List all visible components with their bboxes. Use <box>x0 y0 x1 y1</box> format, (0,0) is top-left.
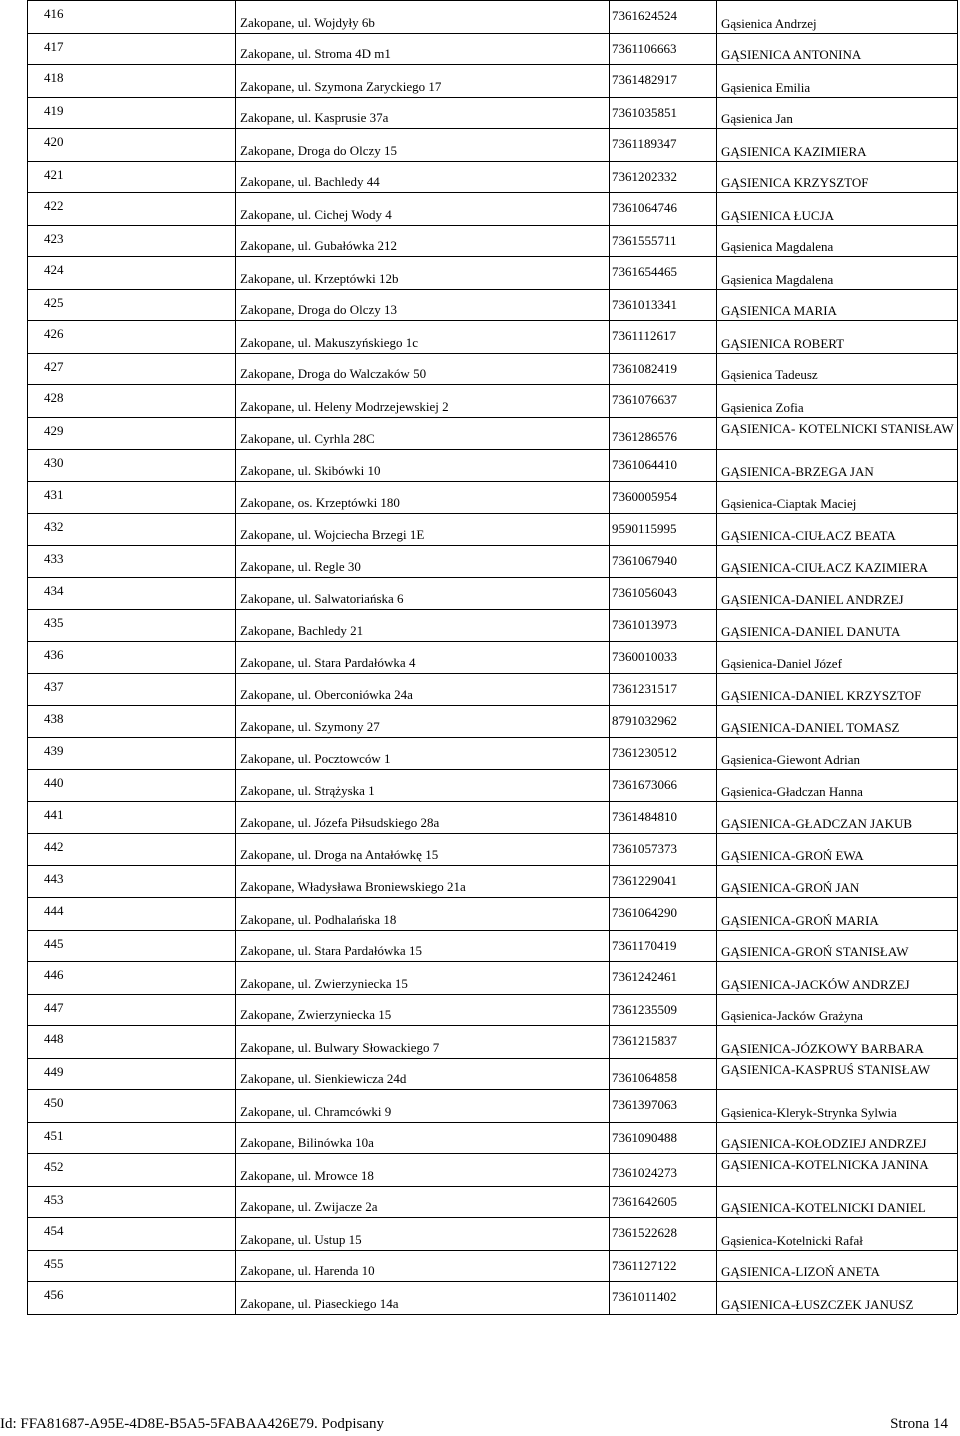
phone-cell: 7361189347 <box>612 136 677 151</box>
row-number: 446 <box>44 967 64 982</box>
table-row <box>0 289 960 320</box>
row-divider <box>27 1186 957 1187</box>
table-row <box>0 97 960 128</box>
page-number: Strona 14 <box>890 1416 948 1432</box>
address-cell: Zakopane, ul. Skibówki 10 <box>240 463 381 478</box>
phone-cell: 7361082419 <box>612 361 677 376</box>
address-cell: Zakopane, ul. Józefa Piłsudskiego 28a <box>240 815 440 830</box>
row-number: 432 <box>44 519 64 534</box>
row-divider <box>27 1122 957 1123</box>
phone-cell: 7361673066 <box>612 777 677 792</box>
name-cell: GĄSIENICA ROBERT <box>721 336 845 351</box>
address-cell: Zakopane, Władysława Broniewskiego 21a <box>240 879 466 894</box>
address-cell: Zakopane, ul. Cichej Wody 4 <box>240 207 392 222</box>
row-divider <box>27 1153 957 1154</box>
address-cell: Zakopane, ul. Ustup 15 <box>240 1232 362 1247</box>
address-cell: Zakopane, Bilinówka 10a <box>240 1135 374 1150</box>
name-cell: GĄSIENICA MARIA <box>721 303 837 318</box>
phone-cell: 7361397063 <box>612 1097 677 1112</box>
row-divider <box>27 769 957 770</box>
row-divider <box>27 577 957 578</box>
phone-cell: 7360010033 <box>612 649 677 664</box>
table-row <box>0 1025 960 1058</box>
table-row <box>0 128 960 161</box>
row-divider <box>27 1058 957 1059</box>
phone-cell: 7361170419 <box>612 938 677 953</box>
table-row <box>0 994 960 1025</box>
name-cell: GĄSIENICA-ŁUSZCZEK JANUSZ <box>721 1297 914 1312</box>
address-cell: Zakopane, ul. Stara Pardałówka 4 <box>240 655 416 670</box>
table-row <box>0 865 960 897</box>
address-cell: Zakopane, ul. Pocztowców 1 <box>240 751 391 766</box>
row-number: 431 <box>44 487 64 502</box>
row-number: 456 <box>44 1287 64 1302</box>
name-cell: GĄSIENICA KRZYSZTOF <box>721 175 869 190</box>
row-divider <box>27 128 957 129</box>
row-number: 416 <box>44 6 64 21</box>
name-cell: Gąsienica Tadeusz <box>721 367 818 382</box>
row-number: 440 <box>44 775 64 790</box>
name-cell: Gąsienica-Kleryk-Strynka Sylwia <box>721 1105 897 1120</box>
address-cell: Zakopane, Droga do Olczy 15 <box>240 143 398 158</box>
table-row <box>0 545 960 577</box>
address-cell: Zakopane, ul. Heleny Modrzejewskiej 2 <box>240 399 449 414</box>
phone-cell: 7361056043 <box>612 585 677 600</box>
row-number: 434 <box>44 583 64 598</box>
row-divider <box>27 994 957 995</box>
row-divider <box>27 225 957 226</box>
row-number: 443 <box>44 871 64 886</box>
table-row <box>0 192 960 225</box>
table-row <box>0 961 960 994</box>
row-divider <box>27 833 957 834</box>
address-cell: Zakopane, ul. Szymony 27 <box>240 719 380 734</box>
row-number: 418 <box>44 70 64 85</box>
row-number: 424 <box>44 262 64 277</box>
column-divider <box>235 0 236 1314</box>
row-divider <box>27 449 957 450</box>
phone-cell: 7361235509 <box>612 1002 677 1017</box>
row-number: 455 <box>44 1256 64 1271</box>
table-row <box>0 64 960 97</box>
phone-cell: 7361202332 <box>612 169 677 184</box>
name-cell: Gąsienica-Jacków Grażyna <box>721 1008 863 1023</box>
row-divider <box>27 1089 957 1090</box>
row-divider <box>27 641 957 642</box>
address-cell: Zakopane, ul. Stara Pardałówka 15 <box>240 943 422 958</box>
table-row <box>0 320 960 353</box>
row-number: 447 <box>44 1000 64 1015</box>
phone-cell: 7360005954 <box>612 489 677 504</box>
address-cell: Zakopane, ul. Piaseckiego 14a <box>240 1296 399 1311</box>
name-cell: GĄSIENICA-DANIEL TOMASZ <box>721 720 900 735</box>
column-divider <box>27 0 28 1314</box>
phone-cell: 7361064290 <box>612 905 677 920</box>
table-row <box>0 1122 960 1153</box>
address-cell: Zakopane, ul. Harenda 10 <box>240 1263 375 1278</box>
table-row <box>0 769 960 801</box>
table-row <box>0 161 960 192</box>
table-row <box>0 225 960 256</box>
address-cell: Zakopane, Droga do Walczaków 50 <box>240 366 427 381</box>
name-cell: GĄSIENICA-KOŁODZIEJ ANDRZEJ <box>721 1136 927 1151</box>
phone-cell: 7361112617 <box>612 328 677 343</box>
row-number: 453 <box>44 1192 64 1207</box>
address-cell: Zakopane, ul. Cyrhla 28C <box>240 431 375 446</box>
name-cell: GĄSIENICA-JACKÓW ANDRZEJ <box>721 977 910 992</box>
phone-cell: 8791032962 <box>612 713 677 728</box>
row-number: 438 <box>44 711 64 726</box>
name-cell: Gąsienica-Ciaptak Maciej <box>721 496 857 511</box>
phone-cell: 7361076637 <box>612 392 677 407</box>
table-row <box>0 513 960 545</box>
table-row <box>0 641 960 673</box>
address-cell: Zakopane, ul. Droga na Antałówkę 15 <box>240 847 439 862</box>
address-cell: Zakopane, ul. Gubałówka 212 <box>240 238 398 253</box>
phone-cell: 7361013341 <box>612 297 677 312</box>
row-number: 441 <box>44 807 64 822</box>
row-divider <box>27 1025 957 1026</box>
name-cell: Gąsienica Magdalena <box>721 239 834 254</box>
row-divider <box>27 384 957 385</box>
row-number: 445 <box>44 936 64 951</box>
name-cell: GĄSIENICA-LIZOŃ ANETA <box>721 1264 880 1279</box>
row-number: 444 <box>44 903 64 918</box>
address-cell: Zakopane, Bachledy 21 <box>240 623 364 638</box>
name-cell: Gąsienica Jan <box>721 111 793 126</box>
phone-cell: 7361624524 <box>612 8 677 23</box>
phone-cell: 7361482917 <box>612 72 677 87</box>
row-number: 421 <box>44 167 64 182</box>
column-divider <box>716 0 717 1314</box>
name-cell: GĄSIENICA-DANIEL DANUTA <box>721 624 901 639</box>
row-divider <box>27 545 957 546</box>
table-row <box>0 353 960 384</box>
table-row <box>0 1153 960 1186</box>
name-cell: Gąsienica-Kotelnicki Rafał <box>721 1233 863 1248</box>
document-id-footer: Id: FFA81687-A95E-4D8E-B5A5-5FABAA426E79. Podpisany <box>0 1416 385 1432</box>
address-cell: Zakopane, ul. Salwatoriańska 6 <box>240 591 404 606</box>
address-cell: Zakopane, ul. Podhalańska 18 <box>240 912 397 927</box>
row-number: 449 <box>44 1064 64 1079</box>
column-divider <box>957 0 958 1314</box>
address-cell: Zakopane, ul. Zwijacze 2a <box>240 1199 378 1214</box>
phone-cell: 7361231517 <box>612 681 677 696</box>
row-divider <box>27 0 957 1</box>
phone-cell: 7361127122 <box>612 1258 677 1273</box>
row-number: 442 <box>44 839 64 854</box>
table-row <box>0 256 960 289</box>
row-divider <box>27 192 957 193</box>
phone-cell: 7361090488 <box>612 1130 677 1145</box>
name-cell: GĄSIENICA-DANIEL ANDRZEJ <box>721 592 904 607</box>
row-number: 435 <box>44 615 64 630</box>
name-cell: GĄSIENICA-KOTELNICKI DANIEL <box>721 1200 926 1215</box>
name-cell: Gąsienica Magdalena <box>721 272 834 287</box>
phone-cell: 7361064858 <box>612 1070 677 1085</box>
name-cell: GĄSIENICA-KASPRUŚ STANISŁAW <box>721 1062 931 1077</box>
table-row <box>0 1250 960 1281</box>
table-row <box>0 801 960 833</box>
name-cell: GĄSIENICA-GROŃ STANISŁAW <box>721 944 909 959</box>
row-number: 422 <box>44 198 64 213</box>
phone-cell: 7361064746 <box>612 200 677 215</box>
name-cell: GĄSIENICA-BRZEGA JAN <box>721 464 874 479</box>
address-cell: Zakopane, ul. Mrowce 18 <box>240 1168 374 1183</box>
phone-cell: 7361106663 <box>612 41 677 56</box>
row-number: 448 <box>44 1031 64 1046</box>
row-divider <box>27 673 957 674</box>
row-divider <box>27 609 957 610</box>
row-divider <box>27 961 957 962</box>
table-row <box>0 705 960 737</box>
row-number: 420 <box>44 134 64 149</box>
row-divider <box>27 801 957 802</box>
phone-cell: 9590115995 <box>612 521 677 536</box>
table-row <box>0 0 960 33</box>
row-number: 433 <box>44 551 64 566</box>
phone-cell: 7361484810 <box>612 809 677 824</box>
table-row <box>0 930 960 961</box>
row-divider <box>27 1217 957 1218</box>
row-divider <box>27 161 957 162</box>
phone-cell: 7361555711 <box>612 233 677 248</box>
phone-cell: 7361011402 <box>612 1289 677 1304</box>
row-number: 429 <box>44 423 64 438</box>
phone-cell: 7361229041 <box>612 873 677 888</box>
phone-cell: 7361230512 <box>612 745 677 760</box>
row-divider <box>27 705 957 706</box>
address-cell: Zakopane, ul. Bulwary Słowackiego 7 <box>240 1040 440 1055</box>
table-row <box>0 417 960 449</box>
address-cell: Zakopane, Droga do Olczy 13 <box>240 302 398 317</box>
phone-cell: 7361215837 <box>612 1033 677 1048</box>
row-divider <box>27 737 957 738</box>
table-row <box>0 1217 960 1250</box>
phone-cell: 7361522628 <box>612 1225 677 1240</box>
row-number: 426 <box>44 326 64 341</box>
address-cell: Zakopane, ul. Stroma 4D m1 <box>240 46 391 61</box>
name-cell: GĄSIENICA ANTONINA <box>721 47 862 62</box>
table-row <box>0 673 960 705</box>
row-divider <box>27 33 957 34</box>
name-cell: Gąsienica Zofia <box>721 400 804 415</box>
name-cell: GĄSIENICA-GROŃ MARIA <box>721 913 879 928</box>
row-divider <box>27 897 957 898</box>
table-row <box>0 1058 960 1089</box>
address-cell: Zakopane, ul. Makuszyńskiego 1c <box>240 335 418 350</box>
row-number: 452 <box>44 1159 64 1174</box>
row-divider <box>27 513 957 514</box>
phone-cell: 7361064410 <box>612 457 677 472</box>
row-divider <box>27 353 957 354</box>
row-number: 423 <box>44 231 64 246</box>
name-cell: GĄSIENICA-KOTELNICKA JANINA <box>721 1157 929 1172</box>
address-cell: Zakopane, ul. Krzeptówki 12b <box>240 271 399 286</box>
address-cell: Zakopane, ul. Kasprusie 37a <box>240 110 389 125</box>
address-cell: Zakopane, Zwierzyniecka 15 <box>240 1007 392 1022</box>
table-row <box>0 384 960 417</box>
name-cell: GĄSIENICA-GROŃ EWA <box>721 848 864 863</box>
row-number: 428 <box>44 390 64 405</box>
table-row <box>0 1186 960 1217</box>
row-divider <box>27 1250 957 1251</box>
row-number: 436 <box>44 647 64 662</box>
row-number: 430 <box>44 455 64 470</box>
table-row <box>0 481 960 513</box>
phone-cell: 7361286576 <box>612 429 677 444</box>
address-cell: Zakopane, ul. Wojdyły 6b <box>240 15 375 30</box>
row-divider <box>27 289 957 290</box>
address-cell: Zakopane, ul. Zwierzyniecka 15 <box>240 976 408 991</box>
row-divider <box>27 320 957 321</box>
name-cell: GĄSIENICA-GROŃ JAN <box>721 880 860 895</box>
row-number: 439 <box>44 743 64 758</box>
row-number: 417 <box>44 39 64 54</box>
column-divider <box>609 0 610 1314</box>
row-divider <box>27 865 957 866</box>
name-cell: Gąsienica-Giewont Adrian <box>721 752 860 767</box>
row-divider <box>27 64 957 65</box>
address-cell: Zakopane, ul. Wojciecha Brzegi 1E <box>240 527 425 542</box>
phone-cell: 7361654465 <box>612 264 677 279</box>
phone-cell: 7361642605 <box>612 1194 677 1209</box>
name-cell: GĄSIENICA KAZIMIERA <box>721 144 867 159</box>
table-row <box>0 897 960 930</box>
address-cell: Zakopane, ul. Sienkiewicza 24d <box>240 1071 407 1086</box>
phone-cell: 7361013973 <box>612 617 677 632</box>
name-cell: Gąsienica-Gładczan Hanna <box>721 784 863 799</box>
row-divider <box>27 256 957 257</box>
table-row <box>0 1089 960 1122</box>
name-cell: GĄSIENICA ŁUCJA <box>721 208 835 223</box>
row-number: 454 <box>44 1223 64 1238</box>
address-cell: Zakopane, ul. Chramcówki 9 <box>240 1104 392 1119</box>
table-row <box>0 737 960 769</box>
row-number: 425 <box>44 295 64 310</box>
row-number: 427 <box>44 359 64 374</box>
name-cell: GĄSIENICA-DANIEL KRZYSZTOF <box>721 688 922 703</box>
row-number: 451 <box>44 1128 64 1143</box>
name-cell: GĄSIENICA-CIUŁACZ KAZIMIERA <box>721 560 928 575</box>
name-cell: Gąsienica-Daniel Józef <box>721 656 842 671</box>
row-number: 419 <box>44 103 64 118</box>
row-divider <box>27 97 957 98</box>
row-divider <box>27 481 957 482</box>
row-divider <box>27 417 957 418</box>
address-cell: Zakopane, ul. Regle 30 <box>240 559 361 574</box>
phone-cell: 7361024273 <box>612 1165 677 1180</box>
name-cell: Gąsienica Emilia <box>721 80 811 95</box>
row-divider <box>27 1281 957 1282</box>
name-cell: GĄSIENICA-GŁADCZAN JAKUB <box>721 816 913 831</box>
row-number: 437 <box>44 679 64 694</box>
name-cell: Gąsienica Andrzej <box>721 16 817 31</box>
phone-cell: 7361035851 <box>612 105 677 120</box>
table-row <box>0 33 960 64</box>
address-cell: Zakopane, ul. Szymona Zaryckiego 17 <box>240 79 442 94</box>
address-cell: Zakopane, ul. Strążyska 1 <box>240 783 375 798</box>
phone-cell: 7361242461 <box>612 969 677 984</box>
table-row <box>0 1281 960 1314</box>
table-row <box>0 577 960 609</box>
phone-cell: 7361067940 <box>612 553 677 568</box>
name-cell: GĄSIENICA-CIUŁACZ BEATA <box>721 528 896 543</box>
phone-cell: 7361057373 <box>612 841 677 856</box>
name-cell: GĄSIENICA- KOTELNICKI STANISŁAW <box>721 421 954 436</box>
table-row <box>0 449 960 481</box>
row-divider <box>27 930 957 931</box>
row-number: 450 <box>44 1095 64 1110</box>
address-cell: Zakopane, os. Krzeptówki 180 <box>240 495 400 510</box>
address-cell: Zakopane, ul. Oberconiówka 24a <box>240 687 413 702</box>
table-row <box>0 833 960 865</box>
row-divider <box>27 1314 957 1315</box>
table-row <box>0 609 960 641</box>
name-cell: GĄSIENICA-JÓZKOWY BARBARA <box>721 1041 924 1056</box>
address-cell: Zakopane, ul. Bachledy 44 <box>240 174 380 189</box>
